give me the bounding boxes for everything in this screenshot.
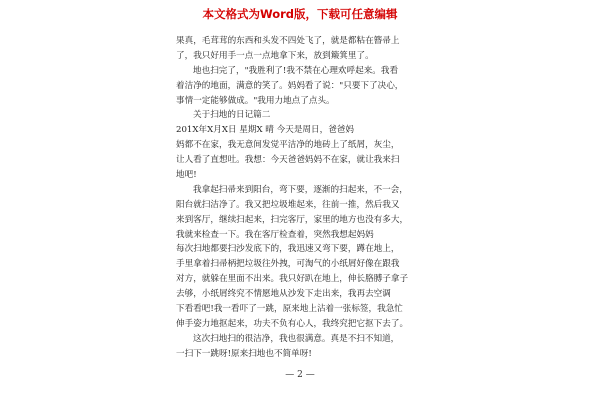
paragraph-line: 妈都不在家，我无意间发觉平洁净的地砖上了纸屑，灰尘， — [176, 140, 400, 151]
paragraph-line: 地吧! — [176, 170, 197, 181]
paragraph-line: 去够，小纸屑终究不情愿地从沙发下走出来，我再去空调 — [176, 289, 391, 300]
paragraph-line: 手里拿着扫帚柄把垃圾往外拽，可淘气的小纸屑好像在跟我 — [176, 259, 400, 270]
section-heading: 关于扫地的日记篇二 — [193, 110, 271, 121]
paragraph-line: 我就来检查一下。我在客厅检查着，突然我想起妈妈 — [176, 229, 374, 240]
paragraph-line: 对方，就躲在里面不出来。我只好趴在地上，伸长胳膊子拿子 — [176, 274, 409, 285]
document-banner: 本文格式为Word版，下载可任意编辑 — [202, 7, 398, 21]
paragraph-line: 来到客厅，继续扫起来，扫完客厅，家里的地方也没有多大， — [176, 214, 409, 225]
paragraph-line: 地也扫完了，"我胜利了!我不禁在心理欢呼起来。我看 — [193, 65, 399, 76]
page-number: — 2 — — [285, 370, 315, 380]
paragraph-line: 每次扫地都要扫沙发底下的，我迅速又弯下要，蹲在地上， — [176, 244, 400, 255]
paragraph-line: 这次扫地扫的很洁净，我也很满意。真是不扫不知道， — [193, 333, 400, 344]
paragraph-line: 我拿起扫帚来到阳台，弯下要，逐渐的扫起来，不一会， — [193, 184, 408, 195]
paragraph-line: 事情一定能够做成。"我用力地点了点头。 — [176, 95, 335, 106]
paragraph-line: 阳台就扫洁净了。我又把垃圾堆起来，往前一推，然后我又 — [176, 199, 400, 210]
paragraph-line: 果真，毛茸茸的东西和头发不四处飞了，就是都粘在簪帚上 — [176, 36, 400, 46]
paragraph-line: 了，我只好用手一点一点地拿下来，放到簸箕里了。 — [176, 50, 374, 61]
document-body — [176, 34, 428, 362]
paragraph-line: 一扫下一跳呀!原来扫地也不简单呀! — [176, 348, 312, 359]
paragraph-line: 伸手姿力地抠起来，功夫不负有心人，我终究把它抠下去了。 — [176, 318, 409, 329]
paragraph-line: 下看看吧!我一看吓了一跳，原来地上沾着一张标签，我急忙 — [176, 304, 403, 315]
paragraph-line: 让人看了直想吐。我想：今天爸爸妈妈不在家，就让我来扫 — [176, 155, 400, 166]
diary-date-line: 201X年X月X日 星期X 晴 今天是周日，爸爸妈 — [176, 125, 354, 136]
paragraph-line: 着洁净的地面，满意的笑了。妈妈看了说："只要下了决心， — [176, 80, 404, 91]
